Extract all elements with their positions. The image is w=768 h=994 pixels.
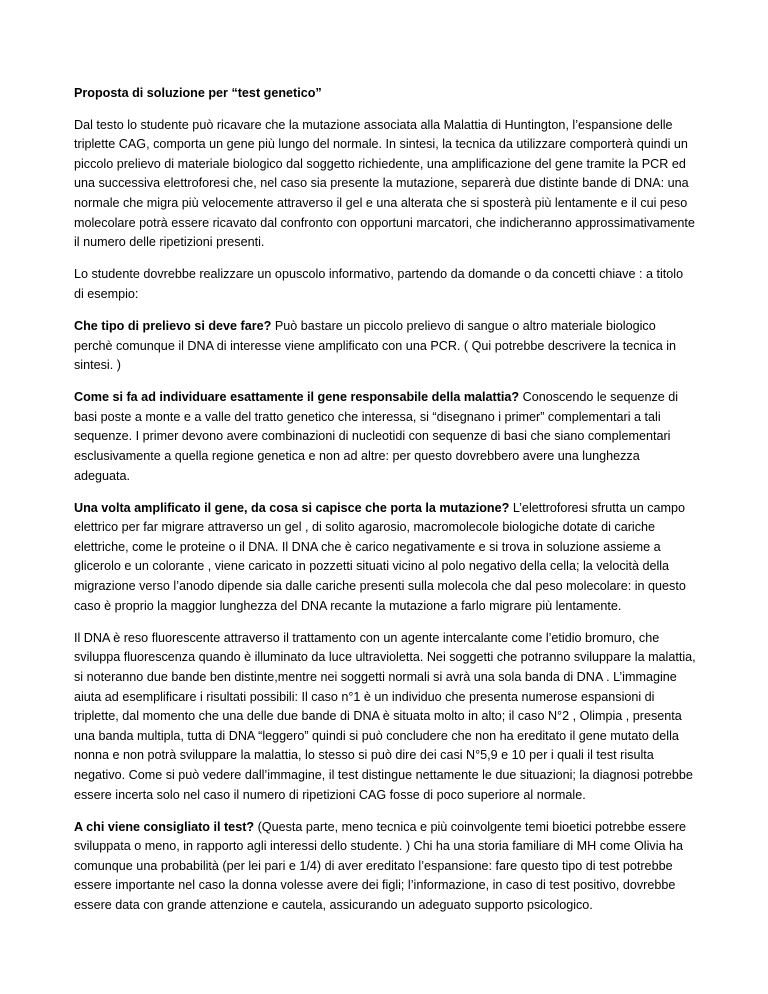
question-mutazione — [74, 499, 696, 617]
document-title: Proposta di soluzione per “test genetico” — [74, 86, 322, 100]
question-mutazione-heading: Una volta amplificato il gene, da cosa si capisce che porta la mutazione? — [74, 500, 510, 515]
opuscolo-paragraph: Lo studente dovrebbe realizzare un opuscolo informativo, partendo da domande o da concetti chiave : a titolo di esempio: — [74, 267, 684, 301]
question-gene-heading: Come si fa ad individuare esattamente il gene responsabile della malattia? — [74, 390, 520, 405]
document-page — [74, 84, 696, 928]
question-gene — [74, 388, 696, 486]
intro-paragraph: Dal testo lo studente può ricavare che la mutazione associata alla Malattia di Huntington, l’espansione delle triplette CAG, comporta un gene più lungo del normale. In sintesi, la tecnica da utilizzare comporterà quindi un piccolo prelievo di materiale biologico dal soggetto richiedente, una amplificazione del gene tramite la PCR ed una successiva elettroforesi che, nel caso sia presente la mutazione, separerà due distinte bande di DNA: una normale che migra più velocemente attraverso il gel e una alterata che si sposterà più lentamente e il cui peso molecolare potrà essere ricavato dal confronto con opportuni marcatori, che indicheranno approssimativamente il numero delle ripetizioni presenti. — [74, 117, 695, 250]
fluorescence-paragraph: Il DNA è reso fluorescente attraverso il trattamento con un agente intercalante come l’etidio bromuro, che sviluppa fluorescenza quando è illuminato da luce ultravioletta. Nei soggetti che potranno sviluppare la malattia, si noteranno due bande ben distinte,mentre nei soggetti normali si avrà una sola banda di DNA . L’immagine aiuta ad esemplificare i risultati possibili: Il caso n°1 è un individuo che presenta numerose espansioni di triplette, dal momento che una delle due bande di DNA è situata molto in alto; il caso N°2 , Olimpia , presenta una banda multipla, tutta di DNA “leggero” quindi si può concludere che non ha ereditato il gene mutato della nonna e non potrà sviluppare la malattia, lo stesso si può dire dei casi N°5,9 e 10 per i quali il test risulta negativo. Come si può vedere dall’immagine, il test distingue nettamente le due situazioni; la diagnosi potrebbe essere incerta solo nel caso il numero di ripetizioni CAG fosse di poco superiore al normale. — [74, 630, 696, 802]
question-prelievo — [74, 317, 696, 376]
question-prelievo-answer: Può bastare un piccolo prelievo di sangue o altro materiale biologico perchè comunque il DNA di interesse viene amplificato con una PCR. ( Qui potrebbe descrivere la tecnica in sintesi. ) — [74, 318, 677, 373]
question-test-heading: A chi viene consigliato il test? — [74, 819, 255, 834]
question-prelievo-heading: Che tipo di prelievo si deve fare? — [74, 318, 272, 333]
question-gene-answer: Conoscendo le sequenze di basi poste a monte e a valle del tratto genetico che interessa, si “disegnano i primer” complementari a tali sequenze. I primer devono avere combinazioni di nucleotidi con sequenze di basi che siano complementari esclusivamente a quella regione genetica e non ad altre: per questo dovrebbero avere una lunghezza adeguata. — [74, 390, 679, 483]
question-test-answer: (Questa parte, meno tecnica e più coinvolgente temi bioetici potrebbe essere sviluppata o meno, in rapporto agli interessi dello studente. ) Chi ha una storia familiare di MH come Olivia ha comunque una probabilità (per lei pari e 1/4) di aver ereditato l’espansione: fare questo tipo di test potrebbe essere importante nel caso la donna volesse avere dei figli; l’informazione, in caso di test positivo, dovrebbe essere data con grande attenzione e cautela, assicurando un adeguato supporto psicologico. — [74, 819, 687, 912]
question-mutazione-answer: L’elettroforesi sfrutta un campo elettrico per far migrare attraverso un gel , di solito agarosio, macromolecole biologiche dotate di cariche elettriche, come le proteine o il DNA. Il DNA che è carico negativamente e si trova in soluzione assieme a glicerolo e un colorante , viene caricato in pozzetti situati vicino al polo negativo della cella; la velocità della migrazione verso l’anodo dipende sia dalle cariche presenti sulla molecola che dal peso molecolare: in questo caso è proprio la maggior lunghezza del DNA recante la mutazione a farlo migrare più lentamente. — [74, 500, 686, 613]
question-test — [74, 818, 696, 916]
